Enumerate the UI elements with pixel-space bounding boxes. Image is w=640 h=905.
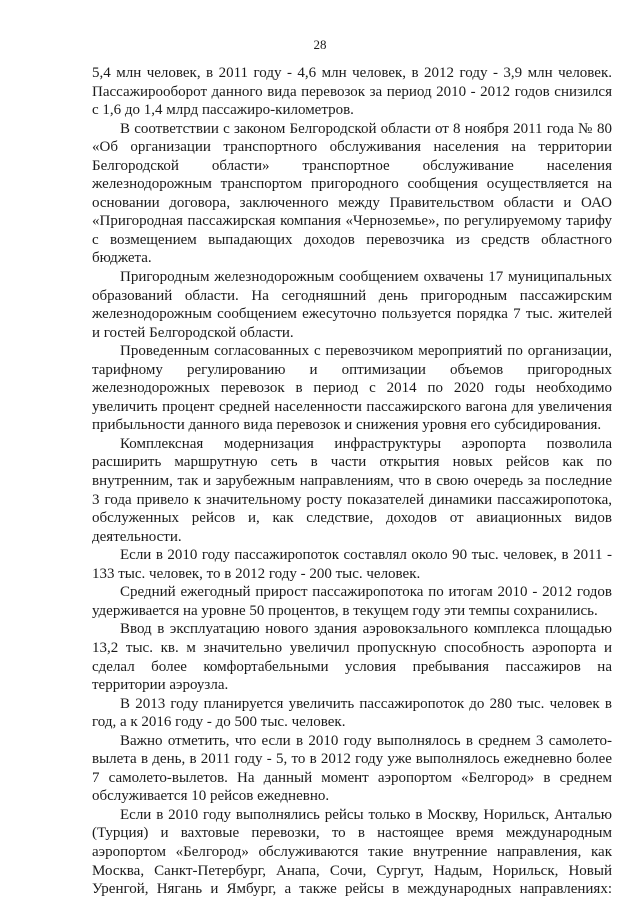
paragraph-passenger-turnover: 5,4 млн человек, в 2011 году - 4,6 млн человек, в 2012 году - 3,9 млн человек. Пассажирооборот данного вида перевозок за период 2010 - 2012 годов снизился с 1,6 до 1,4 млрд пассажиро-километров. bbox=[92, 65, 612, 119]
page-number: 28 bbox=[313, 37, 327, 52]
paragraph-2013-plan: В 2013 году планируется увеличить пассажиропоток до 280 тыс. человек в год, а к 2016 году - до 500 тыс. человек. bbox=[92, 695, 612, 731]
paragraph-suburban-coverage: Пригородным железнодорожным сообщением охвачены 17 муниципальных образований области. На сегодняшний день пригородным пассажирским железнодорожным сообщением ежесуточно пользуется порядка 7 тыс. жителей и гостей Белгородской области. bbox=[92, 269, 612, 341]
paragraph-terminal-commissioning: Ввод в эксплуатацию нового здания аэровокзального комплекса площадью 13,2 тыс. кв. м значительно увеличил пропускную способность аэропорта и сделал более комфортабельными условия пребывания пассажиров на территории аэроузла. bbox=[92, 621, 612, 694]
paragraph-destinations: Если в 2010 году выполнялись рейсы только в Москву, Норильск, Анталью (Турция) и вахтовые перевозки, то в настоящее время международным аэропортом «Белгород» обслуживаются такие внутренние направления, как Москва, Санкт-Петербург, Анапа, Сочи, Сургут, Надым, Норильск, Новый Уренгой, Нягань и Ямбург, а также рейсы в международных направлениях: bbox=[92, 806, 612, 898]
paragraph-regional-law: В соответствии с законом Белгородской области от 8 ноября 2011 года № 80 «Об организации транспортного обслуживания населения на территории Белгородской области» транспортное обслуживание населения железнодорожным транспортом пригородного сообщения осуществляется на основании договора, заключенного между Правительством области и ОАО «Пригородная пассажирская компания «Черноземье», по регулируемому тарифу с возмещением выпадающих доходов перевозчика из средств областного бюджета. bbox=[92, 120, 612, 267]
paragraph-airport-modernization: Комплексная модернизация инфраструктуры аэропорта позволила расширить маршрутную сеть в части открытия новых рейсов как по внутренним, так и зарубежным направлениям, что в свою очередь за последние 3 года привело к значительному росту показателей динамики пассажиропотока, обслуженных рейсов и, как следствие, доходов от авиационных видов деятельности. bbox=[92, 435, 612, 545]
paragraph-passenger-flow: Если в 2010 году пассажиропоток составлял около 90 тыс. человек, в 2011 - 133 тыс. человек, то в 2012 году - 200 тыс. человек. bbox=[92, 547, 612, 582]
paragraph-carrier-measures: Проведенным согласованных с перевозчиком мероприятий по организации, тарифному регулированию и оптимизации объемов пригородных железнодорожных перевозок в период с 2014 по 2020 годы необходимо увеличить процент средней населенности пассажирского вагона для увеличения прибыльности данного вида перевозок и снижения уровня его субсидирования. bbox=[92, 343, 612, 434]
paragraph-annual-growth: Средний ежегодный прирост пассажиропотока по итогам 2010 - 2012 годов удерживается на уровне 50 процентов, в текущем году эти темпы сохранились. bbox=[92, 584, 612, 619]
document-body bbox=[92, 64, 612, 899]
paragraph-flight-frequency: Важно отметить, что если в 2010 году выполнялось в среднем 3 самолето-вылета в день, в 2011 году - 5, то в 2012 году уже выполнялось ежедневно более 7 самолето-вылетов. На данный момент аэропортом «Белгород» в среднем обслуживается 10 рейсов ежедневно. bbox=[92, 732, 612, 805]
